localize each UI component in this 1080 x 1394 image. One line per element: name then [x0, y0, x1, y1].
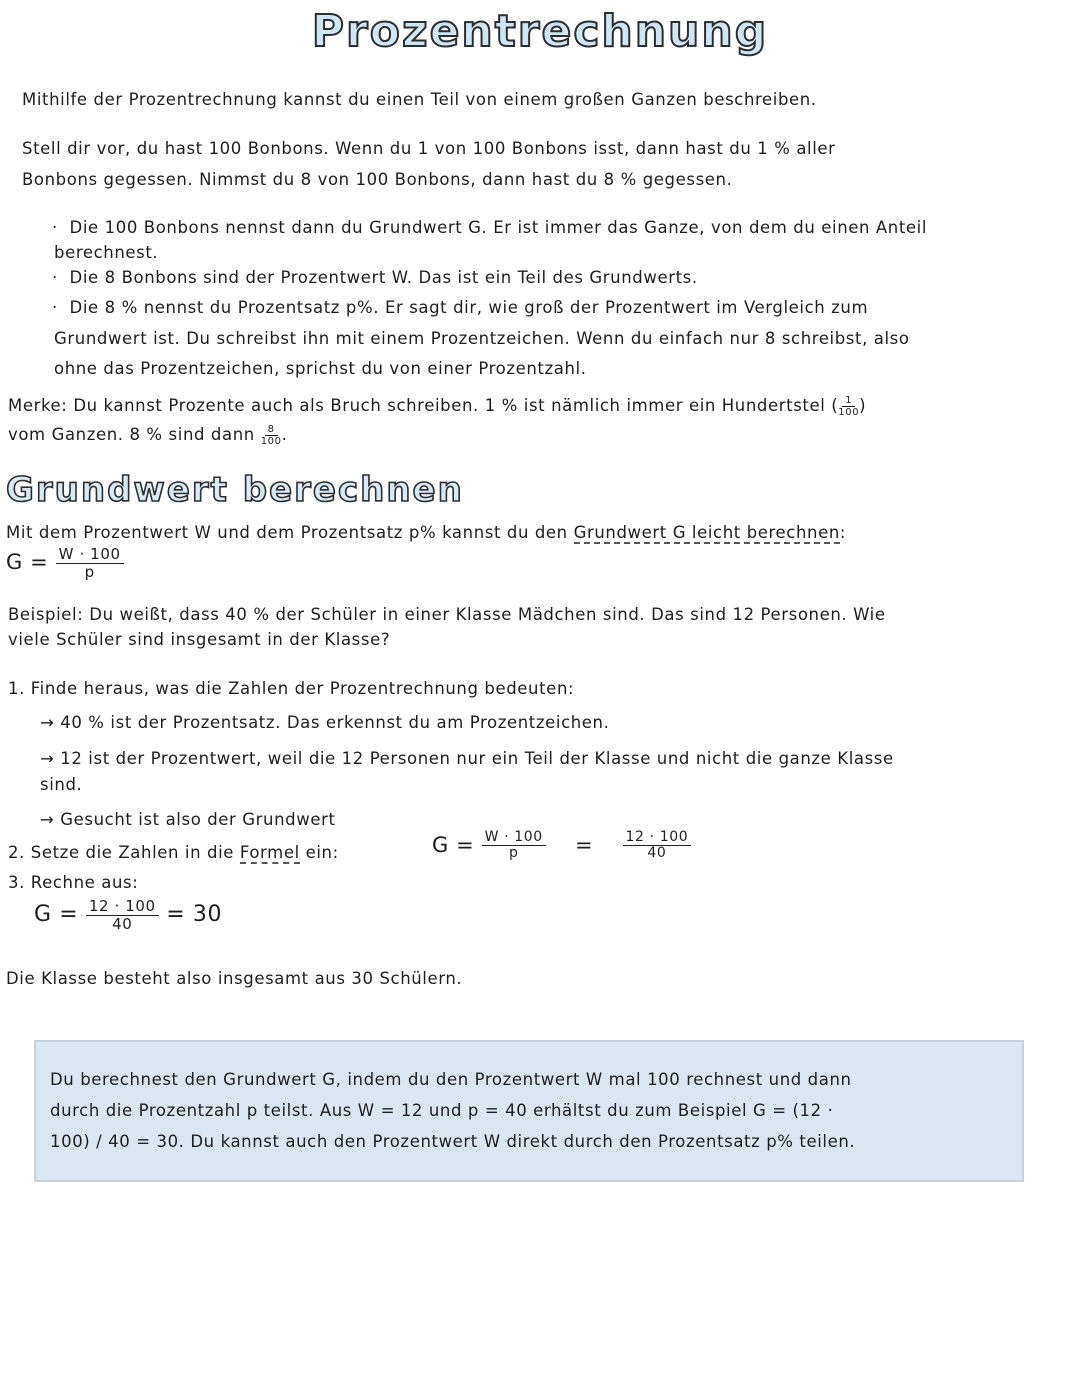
step-1-answer-3: → Gesucht ist also der Grundwert [40, 810, 336, 829]
example-line2: viele Schüler sind insgesamt in der Klasse? [8, 630, 391, 649]
page-title: Prozentrechnung [311, 6, 769, 57]
merke-label: Merke: [8, 396, 68, 415]
step-1-answer-2: → 12 ist der Prozentwert, weil die 12 Personen nur ein Teil der Klasse und nicht die ganze Klasse [40, 749, 894, 768]
list-item: · Die 8 % nennst du Prozentsatz p%. Er sagt dir, wie groß der Prozentwert im Vergleich zum [52, 298, 869, 317]
step-2: 2. Setze die Zahlen in die Formel ein: [8, 843, 339, 862]
section-title: Grundwert berechnen [6, 470, 464, 510]
highlight-formel: Formel [239, 843, 300, 862]
step-3-formula: G = $\frac{12 \cdot 100}{40}$ = 30 [34, 897, 223, 933]
list-item: · Die 100 Bonbons nennst dann du Grundwert G. Er ist immer das Ganze, von dem du einen Anteil [52, 218, 928, 237]
list-item: · Die 8 Bonbons sind der Prozentwert W. Das ist ein Teil des Grundwerts. [52, 268, 698, 287]
example-line1: Beispiel: Du weißt, dass 40 % der Schüler in einer Klasse Mädchen sind. Das sind 12 Personen. Wie [8, 605, 886, 624]
section-intro: Mit dem Prozentwert W und dem Prozentsatz p% kannst du den Grundwert G leicht berechnen: [6, 523, 847, 542]
list-item-cont: Grundwert ist. Du schreibst ihn mit einem Prozentzeichen. Wenn du einfach nur 8 schreibst, also [54, 329, 910, 348]
step-1-answer-2-cont: sind. [40, 775, 83, 794]
merke-line1: Merke: Du kannst Prozente auch als Bruch schreiben. 1 % ist nämlich immer ein Hundertstel ( $\frac{1}{100}$ ) [8, 395, 867, 418]
highlight-grundwert: Grundwert G leicht berechnen [573, 523, 840, 542]
example-intro-line1: Stell dir vor, du hast 100 Bonbons. Wenn du 1 von 100 Bonbons isst, dann hast du 1 % aller [22, 139, 836, 158]
step-1-answer-1: → 40 % ist der Prozentsatz. Das erkennst du am Prozentzeichen. [40, 713, 610, 732]
formula-grundwert: G = $\frac{W \cdot 100}{p}$ [6, 546, 124, 580]
summary-line2: durch die Prozentzahl p teilst. Aus W = 12 und p = 40 erhältst du zum Beispiel G = (12 · [50, 1101, 834, 1120]
example-label: Beispiel: [8, 605, 84, 624]
conclusion: Die Klasse besteht also insgesamt aus 30 Schülern. [6, 969, 463, 988]
summary-line1: Du berechnest den Grundwert G, indem du den Prozentwert W mal 100 rechnest und dann [50, 1070, 852, 1089]
step-3: 3. Rechne aus: [8, 873, 139, 892]
example-intro-line2: Bonbons gegessen. Nimmst du 8 von 100 Bonbons, dann hast du 8 % gegessen. [22, 170, 733, 189]
merke-line2: vom Ganzen. 8 % sind dann $\frac{8}{100}$ . [8, 424, 288, 447]
fraction-hundredth: $\frac{1}{100}$ [838, 395, 860, 418]
step-2-formula: G = $\frac{W \cdot 100}{p}$ = $\frac{12 \cdot 100}{40}$ [432, 830, 691, 862]
list-item-cont: ohne das Prozentzeichen, sprichst du von einer Prozentzahl. [54, 359, 587, 378]
summary-line3: 100) / 40 = 30. Du kannst auch den Prozentwert W direkt durch den Prozentsatz p% teilen. [50, 1132, 856, 1151]
fraction-eight-hundredths: $\frac{8}{100}$ [260, 424, 282, 447]
summary-box [34, 1040, 1024, 1182]
intro-text: Mithilfe der Prozentrechnung kannst du einen Teil von einem großen Ganzen beschreiben. [22, 90, 817, 109]
step-1: 1. Finde heraus, was die Zahlen der Prozentrechnung bedeuten: [8, 679, 575, 698]
list-item-cont: berechnest. [54, 243, 159, 262]
